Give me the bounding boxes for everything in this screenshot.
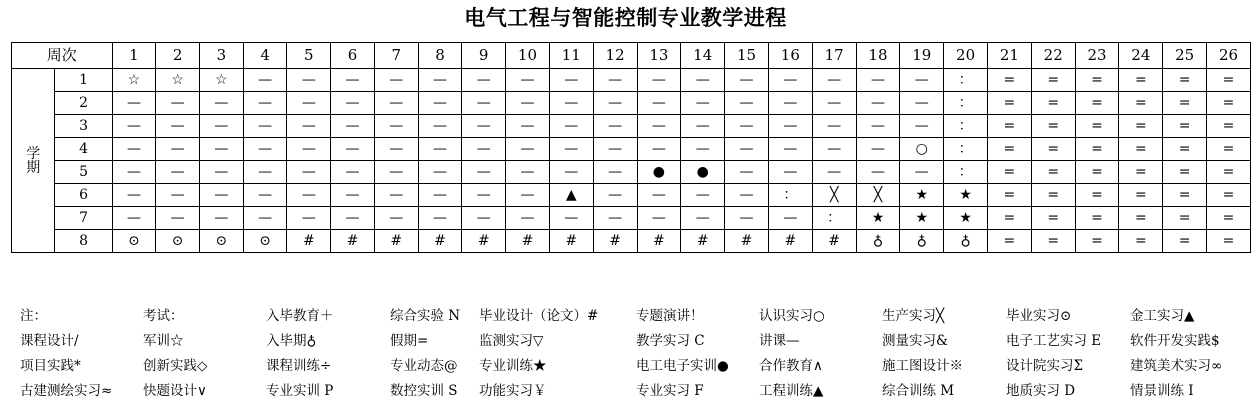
legend-item: 生产实习╳ <box>882 308 945 324</box>
schedule-cell: = <box>1075 69 1119 92</box>
schedule-cell: — <box>506 92 550 115</box>
schedule-cell: — <box>287 207 331 230</box>
schedule-cell: # <box>768 230 812 253</box>
week-header-cell: 19 <box>900 43 944 69</box>
semester-side-label: 学 期 <box>12 69 55 253</box>
schedule-cell: ♁ <box>944 230 988 253</box>
schedule-cell: — <box>681 115 725 138</box>
week-header-cell: 12 <box>593 43 637 69</box>
legend-item: 金工实习▲ <box>1130 308 1195 324</box>
schedule-cell: = <box>1031 184 1075 207</box>
schedule-cell: ★ <box>944 184 988 207</box>
schedule-cell: — <box>549 69 593 92</box>
schedule-cell: — <box>331 69 375 92</box>
table-row <box>12 161 1251 184</box>
schedule-cell: — <box>112 115 156 138</box>
schedule-cell: — <box>681 69 725 92</box>
schedule-cell: # <box>462 230 506 253</box>
schedule-cell: ☆ <box>200 69 244 92</box>
week-header-cell: 25 <box>1163 43 1207 69</box>
schedule-cell: ： <box>812 207 856 230</box>
schedule-cell: — <box>200 207 244 230</box>
table-row <box>12 138 1251 161</box>
schedule-cell: — <box>112 92 156 115</box>
legend-item: 认识实习○ <box>759 308 825 324</box>
schedule-cell: — <box>462 161 506 184</box>
legend-item: 监测实习▽ <box>479 333 544 349</box>
legend-item: 毕业实习⊙ <box>1006 308 1072 324</box>
schedule-cell: # <box>331 230 375 253</box>
legend-item: 注： <box>20 308 47 324</box>
schedule-cell: = <box>988 230 1032 253</box>
legend-item: 设计院实习Σ <box>1006 358 1084 374</box>
schedule-cell: — <box>418 207 462 230</box>
legend-item: 专业实习 F <box>636 383 704 399</box>
schedule-cell: = <box>1207 207 1251 230</box>
schedule-cell: — <box>768 138 812 161</box>
schedule-cell: = <box>1031 230 1075 253</box>
schedule-cell: — <box>243 207 287 230</box>
legend-item: 电工电子实训● <box>636 358 729 374</box>
schedule-cell: ☆ <box>112 69 156 92</box>
week-header-cell: 23 <box>1075 43 1119 69</box>
schedule-cell: — <box>812 115 856 138</box>
schedule-cell: # <box>506 230 550 253</box>
schedule-cell: — <box>243 161 287 184</box>
schedule-cell: — <box>287 115 331 138</box>
schedule-cell: = <box>988 207 1032 230</box>
schedule-cell: = <box>1207 230 1251 253</box>
legend-item: 地质实习 D <box>1006 383 1076 399</box>
schedule-cell: # <box>287 230 331 253</box>
schedule-cell: — <box>287 92 331 115</box>
legend-item: 合作教育∧ <box>759 358 823 374</box>
schedule-cell: ● <box>681 161 725 184</box>
legend-item: 电子工艺实习 E <box>1006 333 1102 349</box>
schedule-cell: = <box>1031 92 1075 115</box>
schedule-cell: — <box>243 69 287 92</box>
schedule-cell: = <box>1163 92 1207 115</box>
schedule-cell: — <box>243 184 287 207</box>
legend-item: 快题设计∨ <box>143 383 207 399</box>
schedule-cell: — <box>768 115 812 138</box>
schedule-cell: — <box>418 115 462 138</box>
legend-item: 综合实验 N <box>390 308 461 324</box>
legend-item: 创新实践◇ <box>143 358 208 374</box>
schedule-cell: — <box>593 69 637 92</box>
week-header-cell: 6 <box>331 43 375 69</box>
legend-item: 课程设计/ <box>20 333 79 349</box>
schedule-cell: = <box>988 69 1032 92</box>
legend-item: 建筑美术实习∞ <box>1130 358 1223 374</box>
legend-item: 讲课— <box>759 333 800 349</box>
schedule-cell: — <box>112 161 156 184</box>
schedule-cell: — <box>549 138 593 161</box>
schedule-cell: — <box>725 92 769 115</box>
schedule-cell: — <box>681 138 725 161</box>
legend-item: 专题演讲！ <box>636 308 704 324</box>
schedule-cell: — <box>156 207 200 230</box>
schedule-cell: # <box>812 230 856 253</box>
schedule-cell: — <box>462 69 506 92</box>
schedule-cell: — <box>812 138 856 161</box>
week-header-cell: 18 <box>856 43 900 69</box>
week-header-cell: 5 <box>287 43 331 69</box>
schedule-cell: = <box>1207 184 1251 207</box>
schedule-cell: ★ <box>944 207 988 230</box>
schedule-cell: ⊙ <box>200 230 244 253</box>
page-title: 电气工程与智能控制专业教学进程 <box>464 6 787 30</box>
schedule-cell: = <box>1119 92 1163 115</box>
schedule-cell: — <box>506 69 550 92</box>
schedule-cell: — <box>900 69 944 92</box>
week-header-cell: 2 <box>156 43 200 69</box>
schedule-cell: — <box>549 115 593 138</box>
schedule-cell: ♁ <box>856 230 900 253</box>
schedule-cell: — <box>768 161 812 184</box>
schedule-cell: — <box>637 69 681 92</box>
legend-item: 古建测绘实习≈ <box>20 383 113 399</box>
schedule-cell: ╳ <box>812 184 856 207</box>
schedule-cell: — <box>725 138 769 161</box>
schedule-cell: — <box>287 138 331 161</box>
schedule-cell: = <box>1119 138 1163 161</box>
schedule-cell: — <box>549 207 593 230</box>
schedule-cell: — <box>200 138 244 161</box>
schedule-cell: — <box>331 184 375 207</box>
schedule-cell: = <box>1031 115 1075 138</box>
semester-number-cell: 8 <box>55 230 112 253</box>
schedule-cell: ： <box>944 138 988 161</box>
schedule-cell: = <box>1031 138 1075 161</box>
schedule-cell: ★ <box>856 207 900 230</box>
schedule-cell: — <box>374 207 418 230</box>
legend-item: 入毕教育＋ <box>266 308 334 324</box>
schedule-cell: = <box>1163 161 1207 184</box>
schedule-cell: — <box>593 161 637 184</box>
schedule-cell: = <box>1163 115 1207 138</box>
week-header-cell: 20 <box>944 43 988 69</box>
week-header-cell: 10 <box>506 43 550 69</box>
week-header-cell: 11 <box>549 43 593 69</box>
table-row <box>12 115 1251 138</box>
schedule-cell: = <box>1163 138 1207 161</box>
schedule-cell: — <box>593 92 637 115</box>
week-header-cell: 24 <box>1119 43 1163 69</box>
schedule-cell: — <box>725 69 769 92</box>
schedule-cell: = <box>1119 184 1163 207</box>
week-header-cell: 3 <box>200 43 244 69</box>
schedule-cell: — <box>681 92 725 115</box>
schedule-cell: = <box>1163 207 1207 230</box>
semester-number-cell: 4 <box>55 138 112 161</box>
schedule-cell: — <box>856 138 900 161</box>
schedule-cell: — <box>812 161 856 184</box>
schedule-cell: — <box>156 161 200 184</box>
schedule-cell: — <box>374 115 418 138</box>
legend-item: 功能实习￥ <box>479 383 547 399</box>
schedule-cell: — <box>681 184 725 207</box>
week-header-cell: 17 <box>812 43 856 69</box>
schedule-cell: — <box>593 115 637 138</box>
week-header-cell: 22 <box>1031 43 1075 69</box>
schedule-cell: ▲ <box>549 184 593 207</box>
week-header-cell: 9 <box>462 43 506 69</box>
schedule-cell: = <box>1207 69 1251 92</box>
schedule-cell: — <box>331 207 375 230</box>
schedule-cell: = <box>1119 161 1163 184</box>
schedule-cell: — <box>768 69 812 92</box>
schedule-cell: — <box>768 207 812 230</box>
schedule-cell: ╳ <box>856 184 900 207</box>
schedule-cell: — <box>374 138 418 161</box>
schedule-cell: — <box>331 92 375 115</box>
semester-number-cell: 5 <box>55 161 112 184</box>
schedule-cell: # <box>593 230 637 253</box>
schedule-cell: — <box>112 207 156 230</box>
schedule-cell: ： <box>944 92 988 115</box>
schedule-cell: — <box>462 138 506 161</box>
schedule-cell: — <box>200 92 244 115</box>
legend-item: 军训☆ <box>143 333 184 349</box>
schedule-cell: — <box>725 207 769 230</box>
schedule-cell: — <box>725 184 769 207</box>
schedule-cell: — <box>112 138 156 161</box>
schedule-cell: ★ <box>900 207 944 230</box>
schedule-cell: — <box>243 92 287 115</box>
schedule-cell: — <box>243 138 287 161</box>
legend-item: 数控实训 S <box>390 383 458 399</box>
schedule-cell: = <box>1031 161 1075 184</box>
schedule-cell: — <box>506 207 550 230</box>
schedule-cell: ： <box>944 69 988 92</box>
schedule-cell: — <box>637 115 681 138</box>
schedule-cell: — <box>549 161 593 184</box>
legend-item: 专业动态@ <box>390 358 458 374</box>
schedule-cell: = <box>1031 207 1075 230</box>
schedule-cell: — <box>418 138 462 161</box>
schedule-cell: — <box>856 161 900 184</box>
schedule-cell: — <box>725 115 769 138</box>
legend-item: 入毕期♁ <box>266 333 317 349</box>
schedule-cell: — <box>725 161 769 184</box>
schedule-cell: — <box>287 184 331 207</box>
semester-number-cell: 3 <box>55 115 112 138</box>
semester-number-cell: 7 <box>55 207 112 230</box>
schedule-cell: — <box>374 92 418 115</box>
schedule-cell: ： <box>944 115 988 138</box>
semester-number-cell: 6 <box>55 184 112 207</box>
schedule-cell: — <box>856 69 900 92</box>
schedule-cell: = <box>1207 138 1251 161</box>
legend-item: 专业实训 P <box>266 383 334 399</box>
teaching-schedule-table <box>11 42 1251 253</box>
schedule-cell: — <box>462 184 506 207</box>
legend-item: 测量实习& <box>882 333 949 349</box>
week-header-cell: 16 <box>768 43 812 69</box>
legend-item: 工程训练▲ <box>759 383 824 399</box>
schedule-cell: — <box>418 184 462 207</box>
table-row <box>12 69 1251 92</box>
schedule-cell: = <box>988 161 1032 184</box>
schedule-cell: # <box>374 230 418 253</box>
schedule-cell: ☆ <box>156 69 200 92</box>
schedule-cell: # <box>681 230 725 253</box>
schedule-cell: — <box>112 184 156 207</box>
schedule-cell: — <box>462 115 506 138</box>
schedule-cell: = <box>988 115 1032 138</box>
week-header-cell: 7 <box>374 43 418 69</box>
legend-item: 课程训练÷ <box>266 358 332 374</box>
week-header-label: 周次 <box>12 43 113 69</box>
schedule-cell: = <box>1163 230 1207 253</box>
schedule-cell: — <box>681 207 725 230</box>
legend-item: 假期= <box>390 333 429 349</box>
schedule-cell: — <box>506 161 550 184</box>
schedule-cell: # <box>637 230 681 253</box>
legend-item: 毕业设计（论文）# <box>479 308 599 324</box>
week-header-cell: 14 <box>681 43 725 69</box>
schedule-cell: = <box>1075 161 1119 184</box>
schedule-cell: — <box>637 184 681 207</box>
semester-number-cell: 2 <box>55 92 112 115</box>
schedule-cell: — <box>374 184 418 207</box>
legend-item: 施工图设计※ <box>882 358 963 374</box>
schedule-cell: — <box>418 69 462 92</box>
schedule-cell: — <box>200 115 244 138</box>
schedule-cell: ★ <box>900 184 944 207</box>
schedule-cell: = <box>1163 69 1207 92</box>
schedule-cell: = <box>1119 230 1163 253</box>
schedule-cell: — <box>200 184 244 207</box>
schedule-cell: — <box>462 207 506 230</box>
schedule-cell: — <box>506 138 550 161</box>
schedule-cell: — <box>812 92 856 115</box>
schedule-cell: — <box>418 161 462 184</box>
schedule-cell: = <box>1119 69 1163 92</box>
schedule-cell: = <box>988 92 1032 115</box>
legend-item: 考试： <box>143 308 184 324</box>
schedule-cell: — <box>418 92 462 115</box>
schedule-cell: ● <box>637 161 681 184</box>
schedule-cell: — <box>506 184 550 207</box>
schedule-cell: — <box>331 115 375 138</box>
schedule-cell: — <box>462 92 506 115</box>
schedule-cell: ⊙ <box>156 230 200 253</box>
schedule-cell: — <box>900 161 944 184</box>
schedule-cell: = <box>1207 92 1251 115</box>
schedule-cell: ♁ <box>900 230 944 253</box>
schedule-cell: = <box>988 138 1032 161</box>
schedule-cell: ⊙ <box>243 230 287 253</box>
schedule-cell: — <box>287 69 331 92</box>
schedule-cell: # <box>549 230 593 253</box>
schedule-cell: — <box>156 138 200 161</box>
table-row <box>12 207 1251 230</box>
schedule-cell: ⊙ <box>112 230 156 253</box>
schedule-cell: = <box>1075 138 1119 161</box>
semester-number-cell: 1 <box>55 69 112 92</box>
schedule-cell: — <box>900 92 944 115</box>
schedule-cell: — <box>637 92 681 115</box>
schedule-cell: ： <box>944 161 988 184</box>
schedule-cell: = <box>1207 161 1251 184</box>
schedule-cell: — <box>200 161 244 184</box>
schedule-cell: # <box>418 230 462 253</box>
schedule-cell: — <box>331 161 375 184</box>
schedule-cell: = <box>1075 92 1119 115</box>
schedule-cell: — <box>593 207 637 230</box>
schedule-cell: — <box>243 115 287 138</box>
legend-item: 综合训练 M <box>882 383 955 399</box>
week-header-cell: 1 <box>112 43 156 69</box>
schedule-cell: = <box>1075 230 1119 253</box>
schedule-cell: = <box>1207 115 1251 138</box>
schedule-cell: — <box>156 184 200 207</box>
legend-item: 情景训练 I <box>1130 383 1194 399</box>
schedule-cell: — <box>593 138 637 161</box>
schedule-cell: = <box>1031 69 1075 92</box>
legend-item: 软件开发实践$ <box>1130 333 1220 349</box>
schedule-cell: — <box>331 138 375 161</box>
week-header-cell: 26 <box>1207 43 1251 69</box>
week-header-cell: 15 <box>725 43 769 69</box>
schedule-cell: = <box>1119 115 1163 138</box>
schedule-cell: — <box>506 115 550 138</box>
schedule-cell: — <box>549 92 593 115</box>
schedule-cell: — <box>287 161 331 184</box>
schedule-cell: = <box>1119 207 1163 230</box>
schedule-cell: # <box>725 230 769 253</box>
schedule-cell: — <box>812 69 856 92</box>
schedule-cell: — <box>156 115 200 138</box>
schedule-cell: = <box>1163 184 1207 207</box>
legend-item: 项目实践* <box>20 358 81 374</box>
week-header-cell: 4 <box>243 43 287 69</box>
legend-item: 专业训练★ <box>479 358 547 374</box>
schedule-cell: — <box>593 184 637 207</box>
table-row <box>12 184 1251 207</box>
schedule-cell: — <box>374 69 418 92</box>
table-row <box>12 230 1251 253</box>
schedule-cell: = <box>1075 184 1119 207</box>
schedule-cell: = <box>988 184 1032 207</box>
schedule-cell: — <box>856 115 900 138</box>
schedule-cell: — <box>900 115 944 138</box>
schedule-cell: ○ <box>900 138 944 161</box>
schedule-cell: — <box>856 92 900 115</box>
schedule-cell: — <box>637 138 681 161</box>
schedule-cell: — <box>768 92 812 115</box>
legend-item: 教学实习 C <box>636 333 705 349</box>
schedule-cell: ： <box>768 184 812 207</box>
schedule-cell: — <box>637 207 681 230</box>
schedule-cell: — <box>156 92 200 115</box>
schedule-cell: — <box>374 161 418 184</box>
schedule-cell: = <box>1075 207 1119 230</box>
table-row <box>12 92 1251 115</box>
week-header-cell: 21 <box>988 43 1032 69</box>
week-header-cell: 8 <box>418 43 462 69</box>
schedule-cell: = <box>1075 115 1119 138</box>
week-header-cell: 13 <box>637 43 681 69</box>
